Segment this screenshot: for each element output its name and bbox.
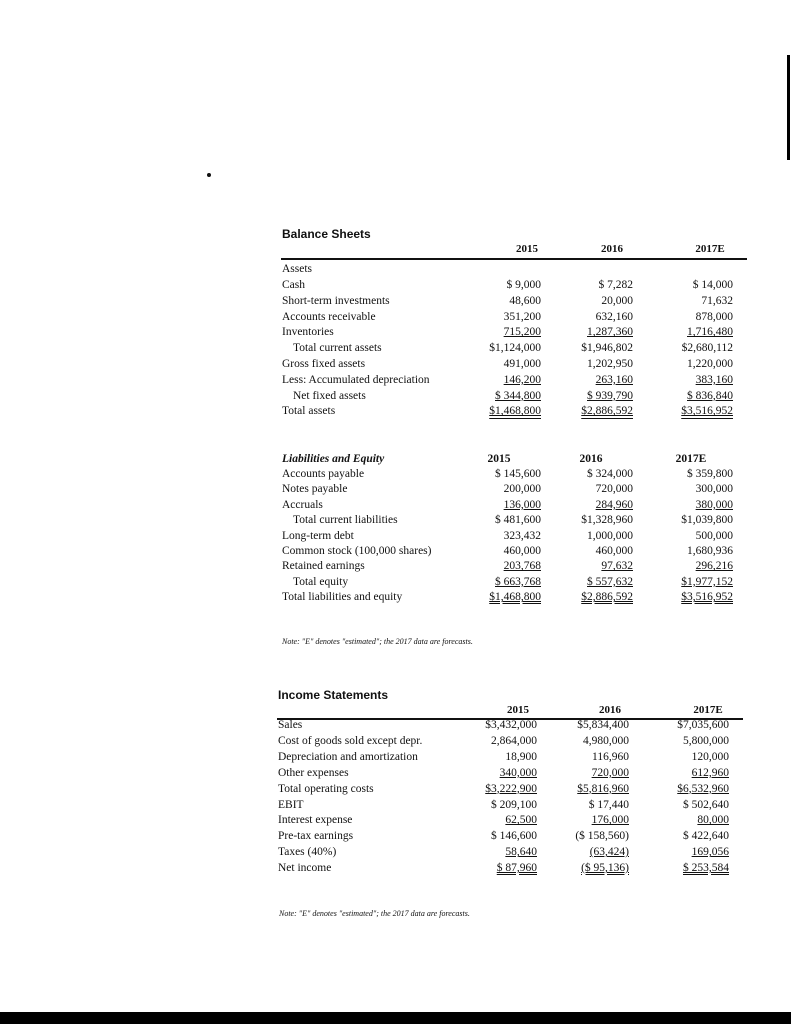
- row-label: Notes payable: [282, 483, 348, 496]
- row-value: 5,800,000: [683, 734, 729, 747]
- row-label: Other expenses: [278, 766, 349, 779]
- table-row: [278, 767, 746, 780]
- table-row: [282, 576, 750, 589]
- row-value: $ 344,800: [495, 389, 541, 402]
- table-row: [278, 719, 746, 732]
- row-value: $3,222,900: [485, 782, 537, 795]
- row-value: $1,977,152: [681, 575, 733, 588]
- row-value: $2,886,592: [581, 405, 633, 418]
- balance-note: Note: "E" denotes "estimated"; the 2017 data are forecasts.: [282, 637, 473, 646]
- row-value: $ 481,600: [495, 514, 541, 527]
- row-value: $2,680,112: [681, 342, 733, 355]
- row-value: 284,960: [595, 498, 633, 511]
- row-value: 97,632: [601, 560, 633, 573]
- row-value: 340,000: [499, 766, 537, 779]
- is-year-2016: 2016: [599, 704, 621, 716]
- table-row: [282, 311, 750, 324]
- row-value: $1,946,802: [581, 342, 633, 355]
- liab-year-2017e: 2017E: [675, 453, 707, 465]
- row-value: $ 7,282: [598, 279, 633, 291]
- row-value: $ 87,960: [496, 862, 537, 875]
- row-label: Inventories: [282, 326, 334, 339]
- table-row: [282, 326, 750, 339]
- liab-year-2016: 2016: [579, 453, 603, 465]
- table-row: [282, 468, 750, 481]
- liabilities-equity-label: Liabilities and Equity: [282, 453, 385, 465]
- row-label: Pre-tax earnings: [278, 830, 354, 843]
- row-label: Total operating costs: [278, 782, 374, 795]
- row-value: $1,328,960: [581, 514, 633, 527]
- table-row: [278, 862, 746, 875]
- row-value: 4,980,000: [583, 734, 629, 747]
- row-value: $ 502,640: [683, 798, 729, 811]
- row-label: Accounts receivable: [282, 310, 376, 323]
- row-value: 200,000: [503, 483, 541, 496]
- row-value: $1,039,800: [681, 514, 733, 527]
- row-value: $3,432,000: [485, 719, 537, 731]
- liab-header-row: [282, 453, 750, 466]
- table-row: [278, 814, 746, 827]
- row-label: Less: Accumulated depreciation: [282, 373, 430, 386]
- table-row: [282, 374, 750, 387]
- table-row: [282, 279, 750, 292]
- table-row: [282, 295, 750, 308]
- table-row: [282, 358, 750, 371]
- row-value: 1,220,000: [687, 358, 733, 370]
- row-value: 383,160: [695, 373, 733, 386]
- table-row: [282, 530, 750, 543]
- row-value: 1,680,936: [687, 545, 733, 557]
- row-value: $1,468,800: [489, 591, 541, 604]
- row-value: 62,500: [505, 814, 537, 827]
- row-value: 460,000: [595, 545, 633, 557]
- row-value: 20,000: [601, 294, 633, 307]
- row-value: 18,900: [505, 750, 537, 763]
- row-value: 2,864,000: [491, 734, 537, 747]
- row-value: 878,000: [695, 310, 733, 323]
- is-year-2015: 2015: [507, 704, 529, 716]
- table-row: [282, 560, 750, 573]
- row-value: 176,000: [591, 814, 629, 827]
- bs-header-rule: [281, 258, 747, 260]
- row-value: 80,000: [697, 814, 729, 827]
- row-label: Accounts payable: [282, 468, 365, 480]
- row-value: $1,124,000: [489, 342, 541, 355]
- assets-label: Assets: [282, 263, 313, 275]
- row-label: Depreciation and amortization: [278, 750, 418, 763]
- row-label: Total equity: [293, 575, 349, 588]
- row-value: 300,000: [695, 483, 733, 496]
- table-row: [282, 342, 750, 355]
- row-value: $ 324,000: [587, 468, 633, 480]
- table-row: [278, 783, 746, 796]
- row-value: 1,287,360: [587, 326, 633, 339]
- scan-dot: [207, 173, 211, 177]
- row-value: $ 836,840: [687, 389, 733, 402]
- income-note: Note: "E" denotes "estimated"; the 2017 data are forecasts.: [279, 909, 470, 918]
- bs-year-2015: 2015: [516, 243, 538, 255]
- row-label: Net income: [278, 862, 332, 875]
- table-row: [282, 499, 750, 512]
- income-statements-title: Income Statements: [278, 688, 389, 702]
- row-value: $ 422,640: [683, 830, 729, 843]
- row-value: 116,960: [592, 750, 629, 763]
- row-value: 71,632: [701, 294, 733, 307]
- row-value: 720,000: [595, 483, 633, 496]
- row-value: $ 663,768: [495, 575, 541, 588]
- row-label: EBIT: [278, 798, 304, 811]
- table-row: [282, 405, 750, 418]
- row-value: 1,202,950: [587, 358, 633, 370]
- row-value: 612,960: [691, 766, 729, 779]
- row-label: Total current liabilities: [293, 514, 398, 527]
- table-row: [282, 390, 750, 403]
- row-value: (63,424): [589, 846, 629, 859]
- table-row: [282, 545, 750, 558]
- row-label: Net fixed assets: [293, 389, 366, 402]
- row-value: $5,834,400: [577, 719, 629, 731]
- row-value: $ 145,600: [495, 468, 541, 480]
- row-value: $3,516,952: [681, 405, 733, 418]
- row-value: $ 557,632: [587, 575, 633, 588]
- row-value: $3,516,952: [681, 591, 733, 604]
- row-value: 715,200: [503, 326, 541, 339]
- row-value: 263,160: [595, 373, 633, 386]
- row-label: Total liabilities and equity: [282, 591, 403, 604]
- row-value: 632,160: [595, 310, 633, 323]
- table-row: [278, 799, 746, 812]
- row-value: 380,000: [695, 498, 733, 511]
- table-row: [278, 751, 746, 764]
- row-value: 720,000: [591, 766, 629, 779]
- row-value: 460,000: [503, 545, 541, 557]
- row-value: $6,532,960: [677, 782, 729, 795]
- row-value: ($ 95,136): [581, 862, 629, 875]
- row-value: 120,000: [691, 750, 729, 763]
- row-label: Taxes (40%): [278, 846, 337, 859]
- row-value: 136,000: [503, 498, 541, 511]
- row-label: Interest expense: [278, 814, 353, 827]
- scan-bottom-bar: [0, 1012, 791, 1024]
- row-value: 296,216: [695, 560, 733, 573]
- row-value: 323,432: [503, 529, 541, 542]
- row-label: Total current assets: [293, 342, 382, 355]
- row-value: 169,056: [691, 846, 729, 859]
- row-label: Cost of goods sold except depr.: [278, 734, 423, 747]
- table-row: [278, 735, 746, 748]
- row-value: $ 939,790: [587, 389, 633, 402]
- liab-year-2015: 2015: [487, 453, 511, 465]
- row-value: 203,768: [503, 560, 541, 573]
- row-label: Total assets: [282, 405, 336, 418]
- row-label: Gross fixed assets: [282, 358, 366, 370]
- row-value: 351,200: [503, 310, 541, 323]
- row-value: 1,716,480: [687, 326, 733, 339]
- balance-sheets-title: Balance Sheets: [282, 227, 371, 241]
- row-label: Sales: [278, 719, 303, 731]
- row-value: 146,200: [503, 373, 541, 386]
- row-value: $ 359,800: [687, 468, 733, 480]
- row-value: ($ 158,560): [575, 830, 629, 843]
- scan-edge-mark: [787, 55, 790, 160]
- row-label: Accruals: [282, 498, 323, 511]
- row-value: $ 17,440: [588, 798, 629, 811]
- table-row: [282, 514, 750, 527]
- row-value: $5,816,960: [577, 782, 629, 795]
- row-label: Common stock (100,000 shares): [282, 545, 432, 557]
- row-value: $ 9,000: [506, 279, 541, 291]
- row-value: $2,886,592: [581, 591, 633, 604]
- is-year-2017e: 2017E: [693, 704, 723, 716]
- bs-year-2017e: 2017E: [695, 243, 725, 255]
- row-label: Cash: [282, 279, 305, 291]
- row-value: 58,640: [505, 846, 537, 859]
- row-label: Short-term investments: [282, 294, 390, 307]
- row-value: 1,000,000: [587, 529, 633, 542]
- row-value: 491,000: [503, 358, 541, 370]
- row-value: $7,035,600: [677, 719, 729, 731]
- table-row: [278, 830, 746, 843]
- row-value: $ 209,100: [491, 798, 537, 811]
- bs-assets-heading: [282, 263, 750, 276]
- table-row: [278, 846, 746, 859]
- row-value: $1,468,800: [489, 405, 541, 418]
- table-row: [282, 483, 750, 496]
- table-row: [282, 591, 750, 604]
- bs-year-2016: 2016: [601, 243, 623, 255]
- row-value: $ 146,600: [491, 830, 537, 843]
- row-value: $ 14,000: [692, 279, 733, 291]
- row-value: 500,000: [695, 529, 733, 542]
- row-label: Retained earnings: [282, 560, 365, 573]
- row-label: Long-term debt: [282, 529, 354, 542]
- row-value: $ 253,584: [683, 862, 729, 875]
- row-value: 48,600: [509, 294, 541, 307]
